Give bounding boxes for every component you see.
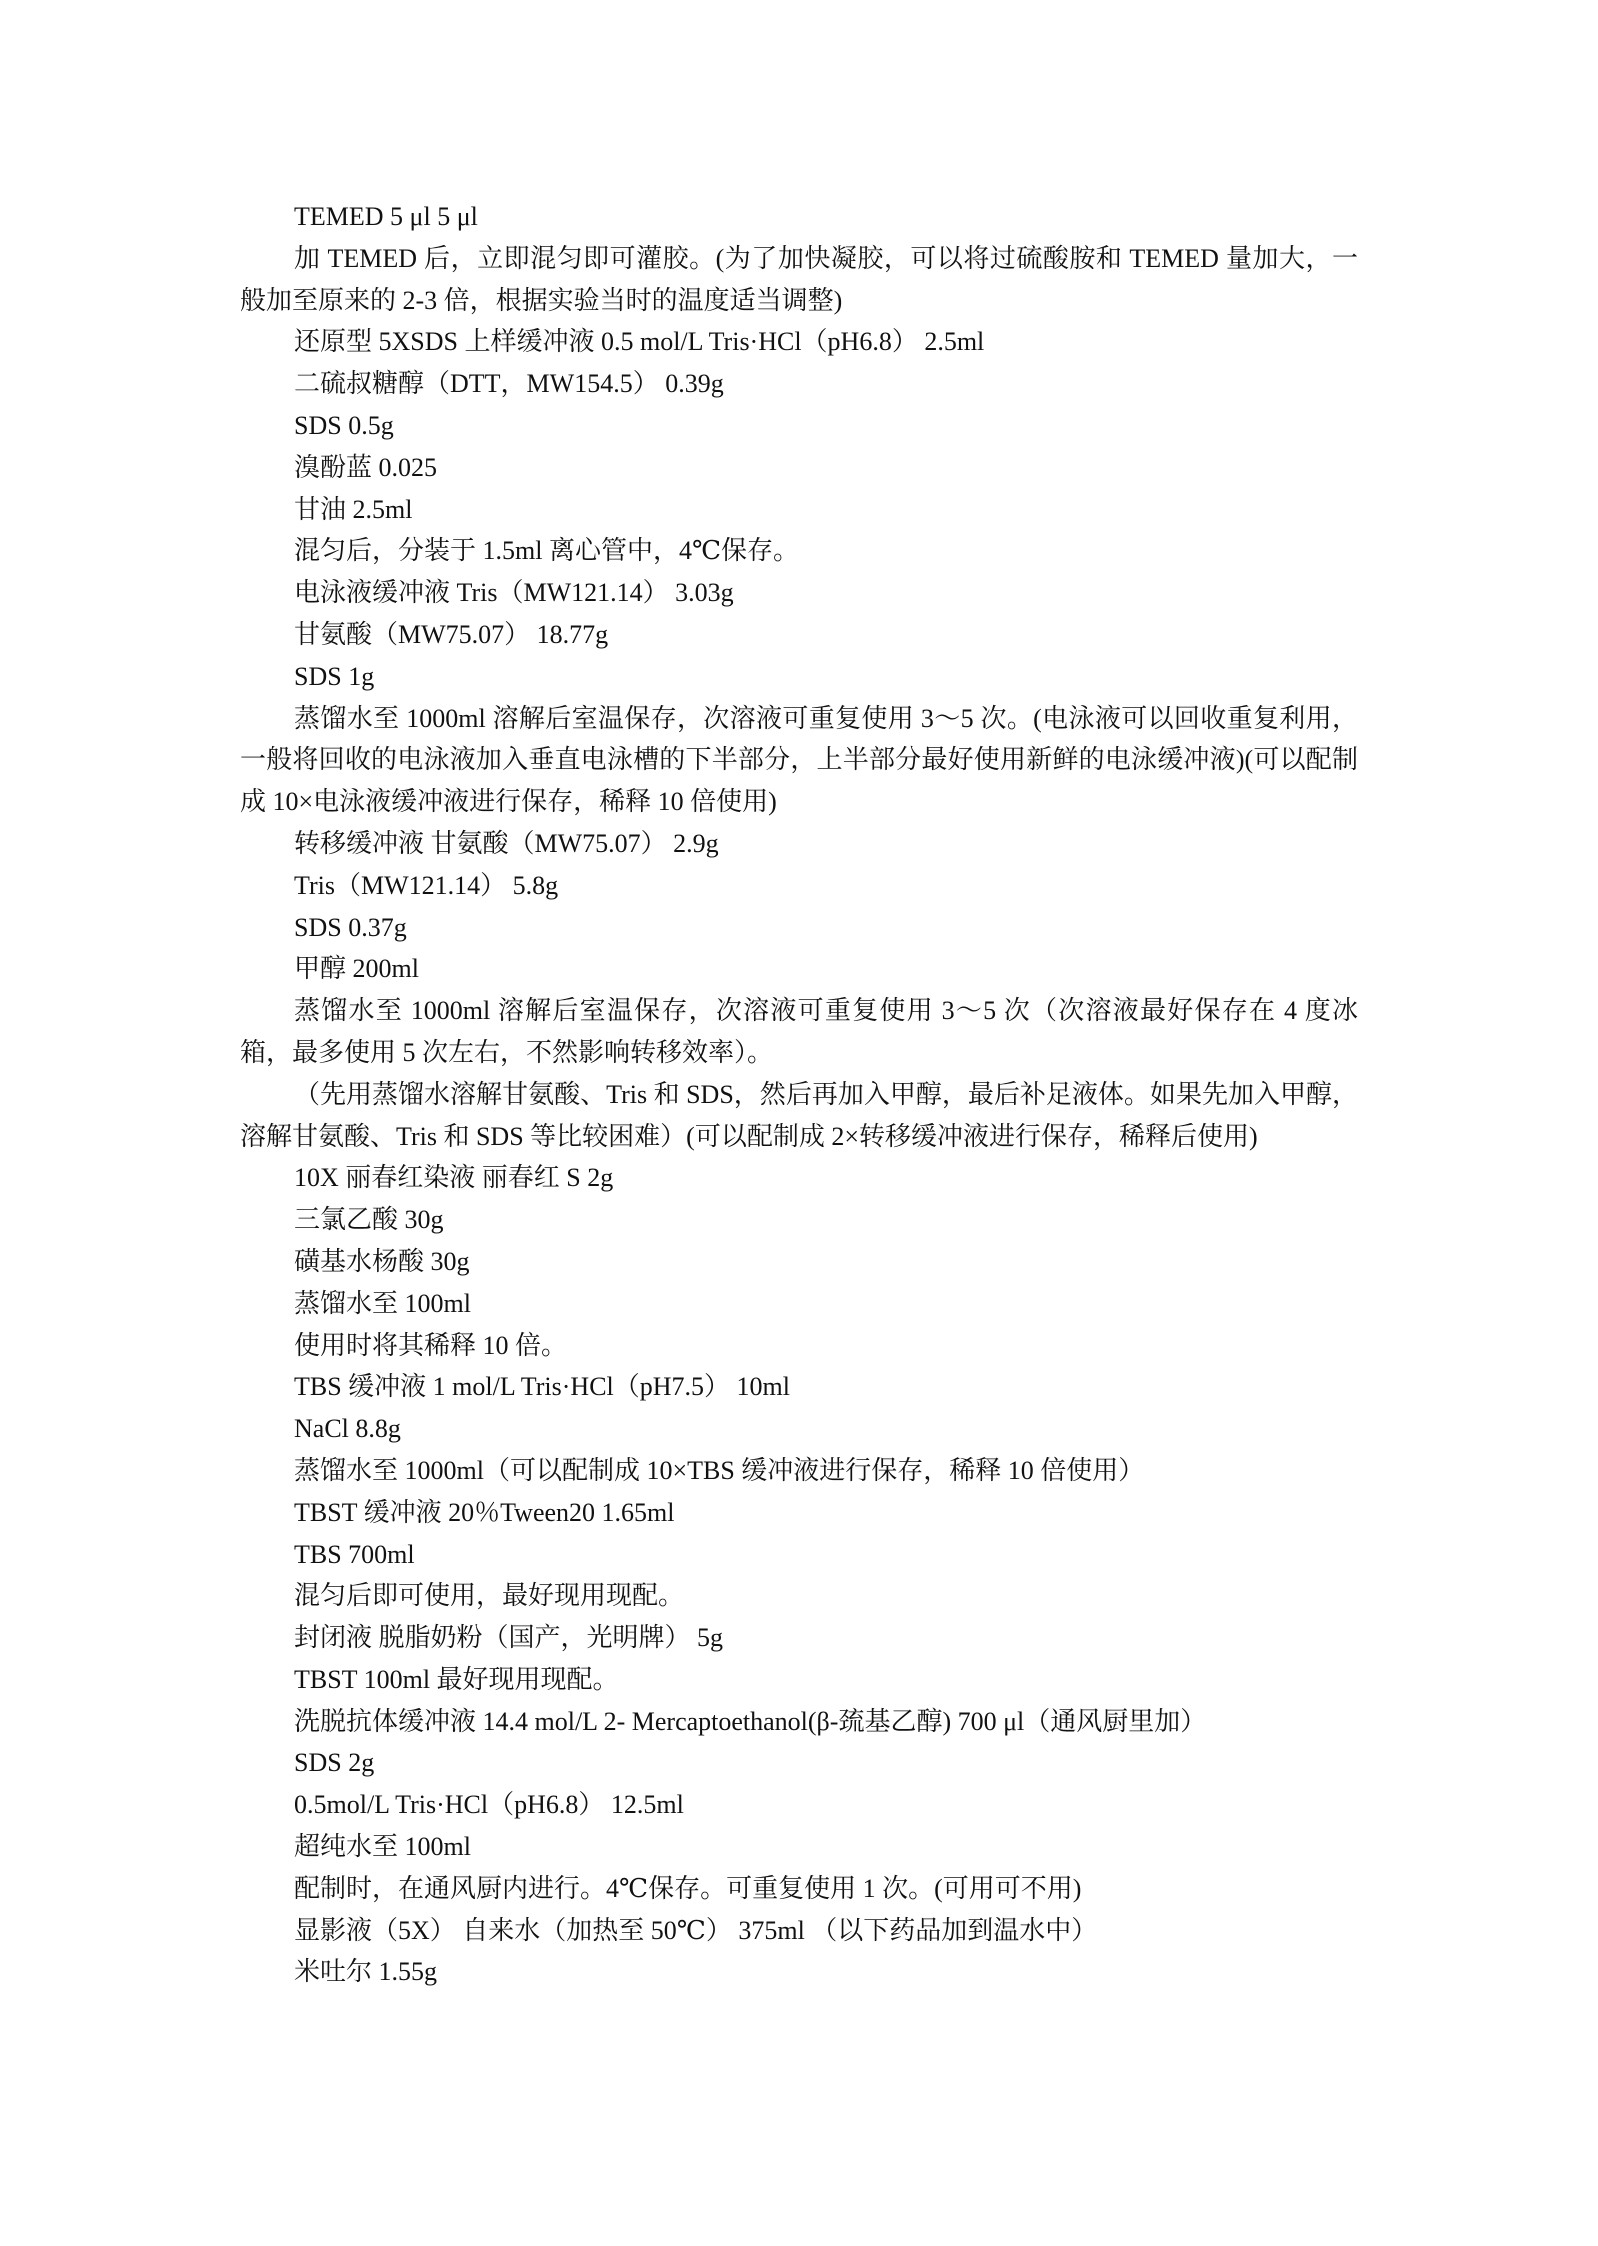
paragraph: 米吐尔 1.55g [294,1957,438,1987]
paragraph: 混匀后，分装于 1.5ml 离心管中，4℃保存。 [294,536,800,566]
paragraph: 蒸馏水至 100ml [294,1288,471,1318]
paragraph: 甘油 2.5ml [294,494,413,524]
paragraph: SDS 0.5g [294,410,394,440]
paragraph: 二硫叔糖醇（DTT，MW154.5） 0.39g [294,369,724,399]
paragraph: TBST 缓冲液 20％Tween20 1.65ml [294,1497,675,1527]
paragraph: 溴酚蓝 0.025 [294,452,438,482]
paragraph: 显影液（5X） 自来水（加热至 50℃） 375ml （以下药品加到温水中） [294,1915,1098,1945]
paragraph: 磺基水杨酸 30g [294,1246,470,1276]
paragraph: （先用蒸馏水溶解甘氨酸、Tris 和 SDS，然后再加入甲醇，最后补足液体。如果先加入甲醇，溶解甘氨酸、Tris 和 SDS 等比较困难）(可以配制成 2×转移缓冲液进行保存，稀释后使用) [240,1079,1358,1151]
paragraph: SDS 2g [294,1748,375,1778]
paragraph: 还原型 5XSDS 上样缓冲液 0.5 mol/L Tris·HCl（pH6.8） 2.5ml [294,327,985,357]
paragraph: 混匀后即可使用，最好现用现配。 [294,1581,685,1611]
paragraph: TEMED 5 μl 5 μl [294,202,478,231]
paragraph: 配制时，在通风厨内进行。4℃保存。可重复使用 1 次。(可用可不用) [294,1873,1082,1903]
paragraph: TBS 700ml [294,1539,415,1569]
paragraph: SDS 0.37g [294,912,407,942]
paragraph: 超纯水至 100ml [294,1832,471,1862]
paragraph: 电泳液缓冲液 Tris（MW121.14） 3.03g [294,578,734,608]
paragraph: 洗脱抗体缓冲液 14.4 mol/L 2- Mercaptoethanol(β-巯基乙醇) 700 μl（通风厨里加） [294,1706,1207,1736]
paragraph: 使用时将其稀释 10 倍。 [294,1330,568,1360]
document-body [240,196,1358,1993]
paragraph: 三氯乙酸 30g [294,1205,444,1235]
paragraph: 蒸馏水至 1000ml 溶解后室温保存，次溶液可重复使用 3～5 次（次溶液最好保存在 4 度冰箱，最多使用 5 次左右，不然影响转移效率）。 [240,996,1358,1067]
paragraph: 甘氨酸（MW75.07） 18.77g [294,619,609,649]
paragraph: NaCl 8.8g [294,1414,401,1444]
paragraph: 加 TEMED 后，立即混匀即可灌胶。(为了加快凝胶，可以将过硫酸胺和 TEMED 量加大，一般加至原来的 2-3 倍，根据实验当时的温度适当调整) [240,243,1358,315]
paragraph: SDS 1g [294,661,375,691]
paragraph: TBST 100ml 最好现用现配。 [294,1664,619,1694]
paragraph: 蒸馏水至 1000ml 溶解后室温保存，次溶液可重复使用 3～5 次。(电泳液可以回收重复利用，一般将回收的电泳液加入垂直电泳槽的下半部分，上半部分最好使用新鲜的电泳缓冲液)(可以配制成 10×电泳液缓冲液进行保存，稀释 10 倍使用) [240,703,1358,817]
paragraph: 封闭液 脱脂奶粉（国产，光明牌） 5g [294,1623,724,1653]
paragraph: TBS 缓冲液 1 mol/L Tris·HCl（pH7.5） 10ml [294,1372,790,1402]
paragraph: 蒸馏水至 1000ml（可以配制成 10×TBS 缓冲液进行保存，稀释 10 倍使用） [294,1455,1145,1485]
paragraph: 甲醇 200ml [294,954,419,984]
paragraph: 10X 丽春红染液 丽春红 S 2g [294,1163,614,1193]
paragraph: Tris（MW121.14） 5.8g [294,870,559,900]
paragraph: 0.5mol/L Tris·HCl（pH6.8） 12.5ml [294,1790,684,1820]
paragraph: 转移缓冲液 甘氨酸（MW75.07） 2.9g [294,828,719,858]
